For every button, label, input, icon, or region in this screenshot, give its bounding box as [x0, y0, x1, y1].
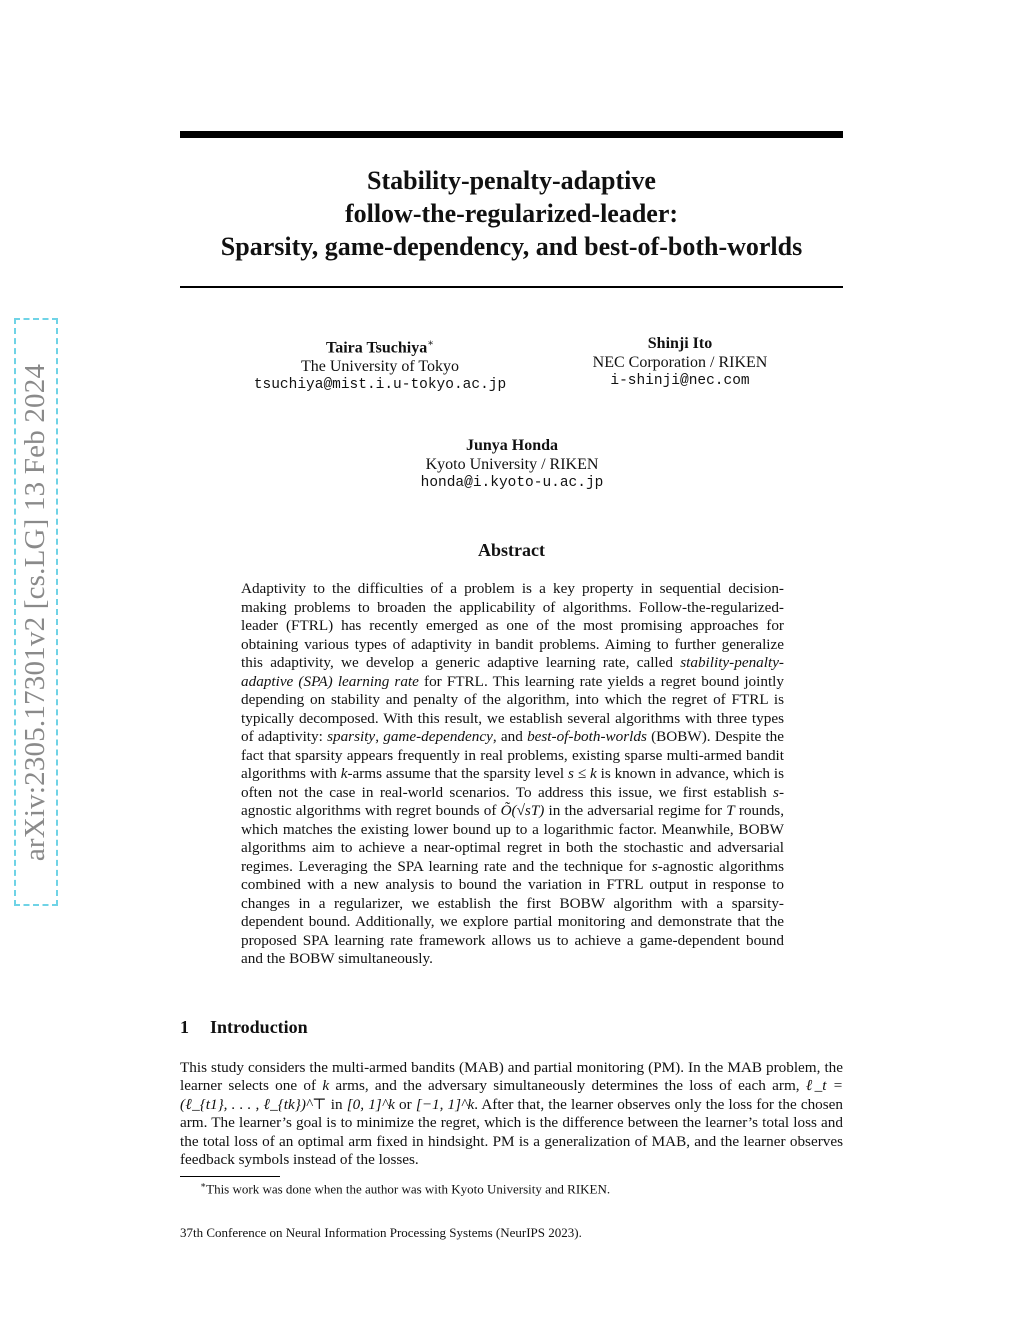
- math: k: [340, 765, 348, 782]
- footnote-rule: [180, 1176, 280, 1177]
- math: T: [726, 802, 735, 819]
- emphasis: sparsity: [327, 728, 376, 745]
- author-block: [530, 334, 830, 391]
- emphasis: best-of-both-worlds: [527, 728, 647, 745]
- footnote-marker: ∗: [200, 1180, 207, 1190]
- math: s: [773, 783, 779, 801]
- math: s: [651, 857, 658, 875]
- arxiv-stamp: [14, 318, 58, 906]
- math: [0, 1]^k: [346, 1095, 395, 1113]
- author-email: tsuchiya@mist.i.u-tokyo.ac.jp: [253, 377, 507, 394]
- emphasis: game-dependency: [383, 728, 493, 745]
- math: Õ(√sT): [500, 802, 545, 819]
- abstract-heading: Abstract: [478, 540, 545, 560]
- section-heading: [180, 1017, 843, 1038]
- author-affiliation: Kyoto University / RIKEN: [425, 456, 599, 473]
- author-block: [362, 436, 662, 493]
- section-title: Introduction: [210, 1017, 308, 1037]
- title-line: follow-the-regularized-leader:: [344, 199, 679, 228]
- author-block: [230, 334, 530, 395]
- math: [−1, 1]^k: [415, 1095, 475, 1113]
- author-affiliation: The University of Tokyo: [300, 358, 460, 376]
- emphasis: stability-penalty-adaptive (SPA) learning rate: [241, 654, 784, 690]
- footnote-marker: ∗: [427, 338, 435, 349]
- paper-title: [180, 164, 843, 263]
- title-bottom-rule: [180, 286, 843, 288]
- math: ℓ_t = (ℓ_{t1}, . . . , ℓ_{tk})^⊤: [180, 1077, 843, 1113]
- author-name: Junya Honda: [465, 437, 559, 454]
- title-line: Sparsity, game-dependency, and best-of-both-worlds: [220, 232, 803, 261]
- author-affiliation: NEC Corporation / RIKEN: [592, 354, 768, 371]
- title-top-rule: [180, 131, 843, 138]
- footnote: ∗This work was done when the author was with Kyoto University and RIKEN.: [200, 1180, 611, 1197]
- arxiv-identifier: arXiv:2305.17301v2 [cs.LG] 13 Feb 2024: [19, 363, 52, 861]
- title-line: Stability-penalty-adaptive: [367, 166, 656, 195]
- author-email: i-shinji@nec.com: [610, 373, 750, 389]
- math: s ≤ k: [568, 765, 597, 782]
- author-name: Taira Tsuchiya∗: [325, 338, 435, 357]
- conference-note: 37th Conference on Neural Information Processing Systems (NeurIPS 2023).: [180, 1225, 582, 1240]
- abstract-text: Adaptivity to the difficulties of a problem is a key property in sequential decision-making problems to broaden the applicability of algorithms. Follow-the-regularized-leader (FTRL) has recently emerged as one of the most promising approaches for obtaining various types of adaptivity in bandit problems. Aiming to further generalize this adaptivity, we develop a generic adaptive learning rate, called stability-penalty-adaptive (SPA) learning rate for FTRL. This learning rate yields a regret bound jointly depending on stability and penalty of the algorithm, into which the regret of FTRL is typically decomposed. With this result, we establish several algorithms with three types of adaptivity: sparsity, game-dependency, and best-of-both-worlds (BOBW). Despite the fact that sparsity appears frequently in real problems, existing sparse multi-armed bandit algorithms with k-arms assume that the sparsity level s ≤ k is known in advance, which is often not the case in real-world scenarios. To address this issue, we first establish s-agnostic algorithms with regret bounds of Õ(√sT) in the adversarial regime for T rounds, which matches the existing lower bound up to a logarithmic factor. Meanwhile, BOBW algorithms aim to achieve a near-optimal regret in both the stochastic and adversarial regimes. Leveraging the SPA learning rate and the technique for s-agnostic algorithms combined with a new analysis to bound the variation in FTRL output in response to changes in a regularizer, we establish the first BOBW algorithm with a sparsity-dependent bound. Additionally, we explore partial monitoring and demonstrate that the proposed SPA learning rate framework allows us to achieve a game-dependent bound and the BOBW simultaneously.: [241, 580, 784, 967]
- intro-paragraph: This study considers the multi-armed bandits (MAB) and partial monitoring (PM). In the MAB problem, the learner selects one of k arms, and the adversary simultaneously determines the loss of each arm, ℓ_t = (ℓ_{t1}, . . . , ℓ_{tk})^⊤ in [0, 1]^k or [−1, 1]^k. After that, the learner observes only the loss for the chosen arm. The learner’s goal is to minimize the regret, which is the difference between the learner’s total loss and the total loss of an optimal arm fixed in hindsight. PM is a generalization of MAB, and the learner observes feedback symbols instead of the losses.: [180, 1059, 844, 1169]
- author-name: Shinji Ito: [647, 335, 713, 352]
- section-number: 1: [180, 1017, 189, 1037]
- math: k: [322, 1077, 330, 1095]
- author-email: honda@i.kyoto-u.ac.jp: [420, 475, 604, 491]
